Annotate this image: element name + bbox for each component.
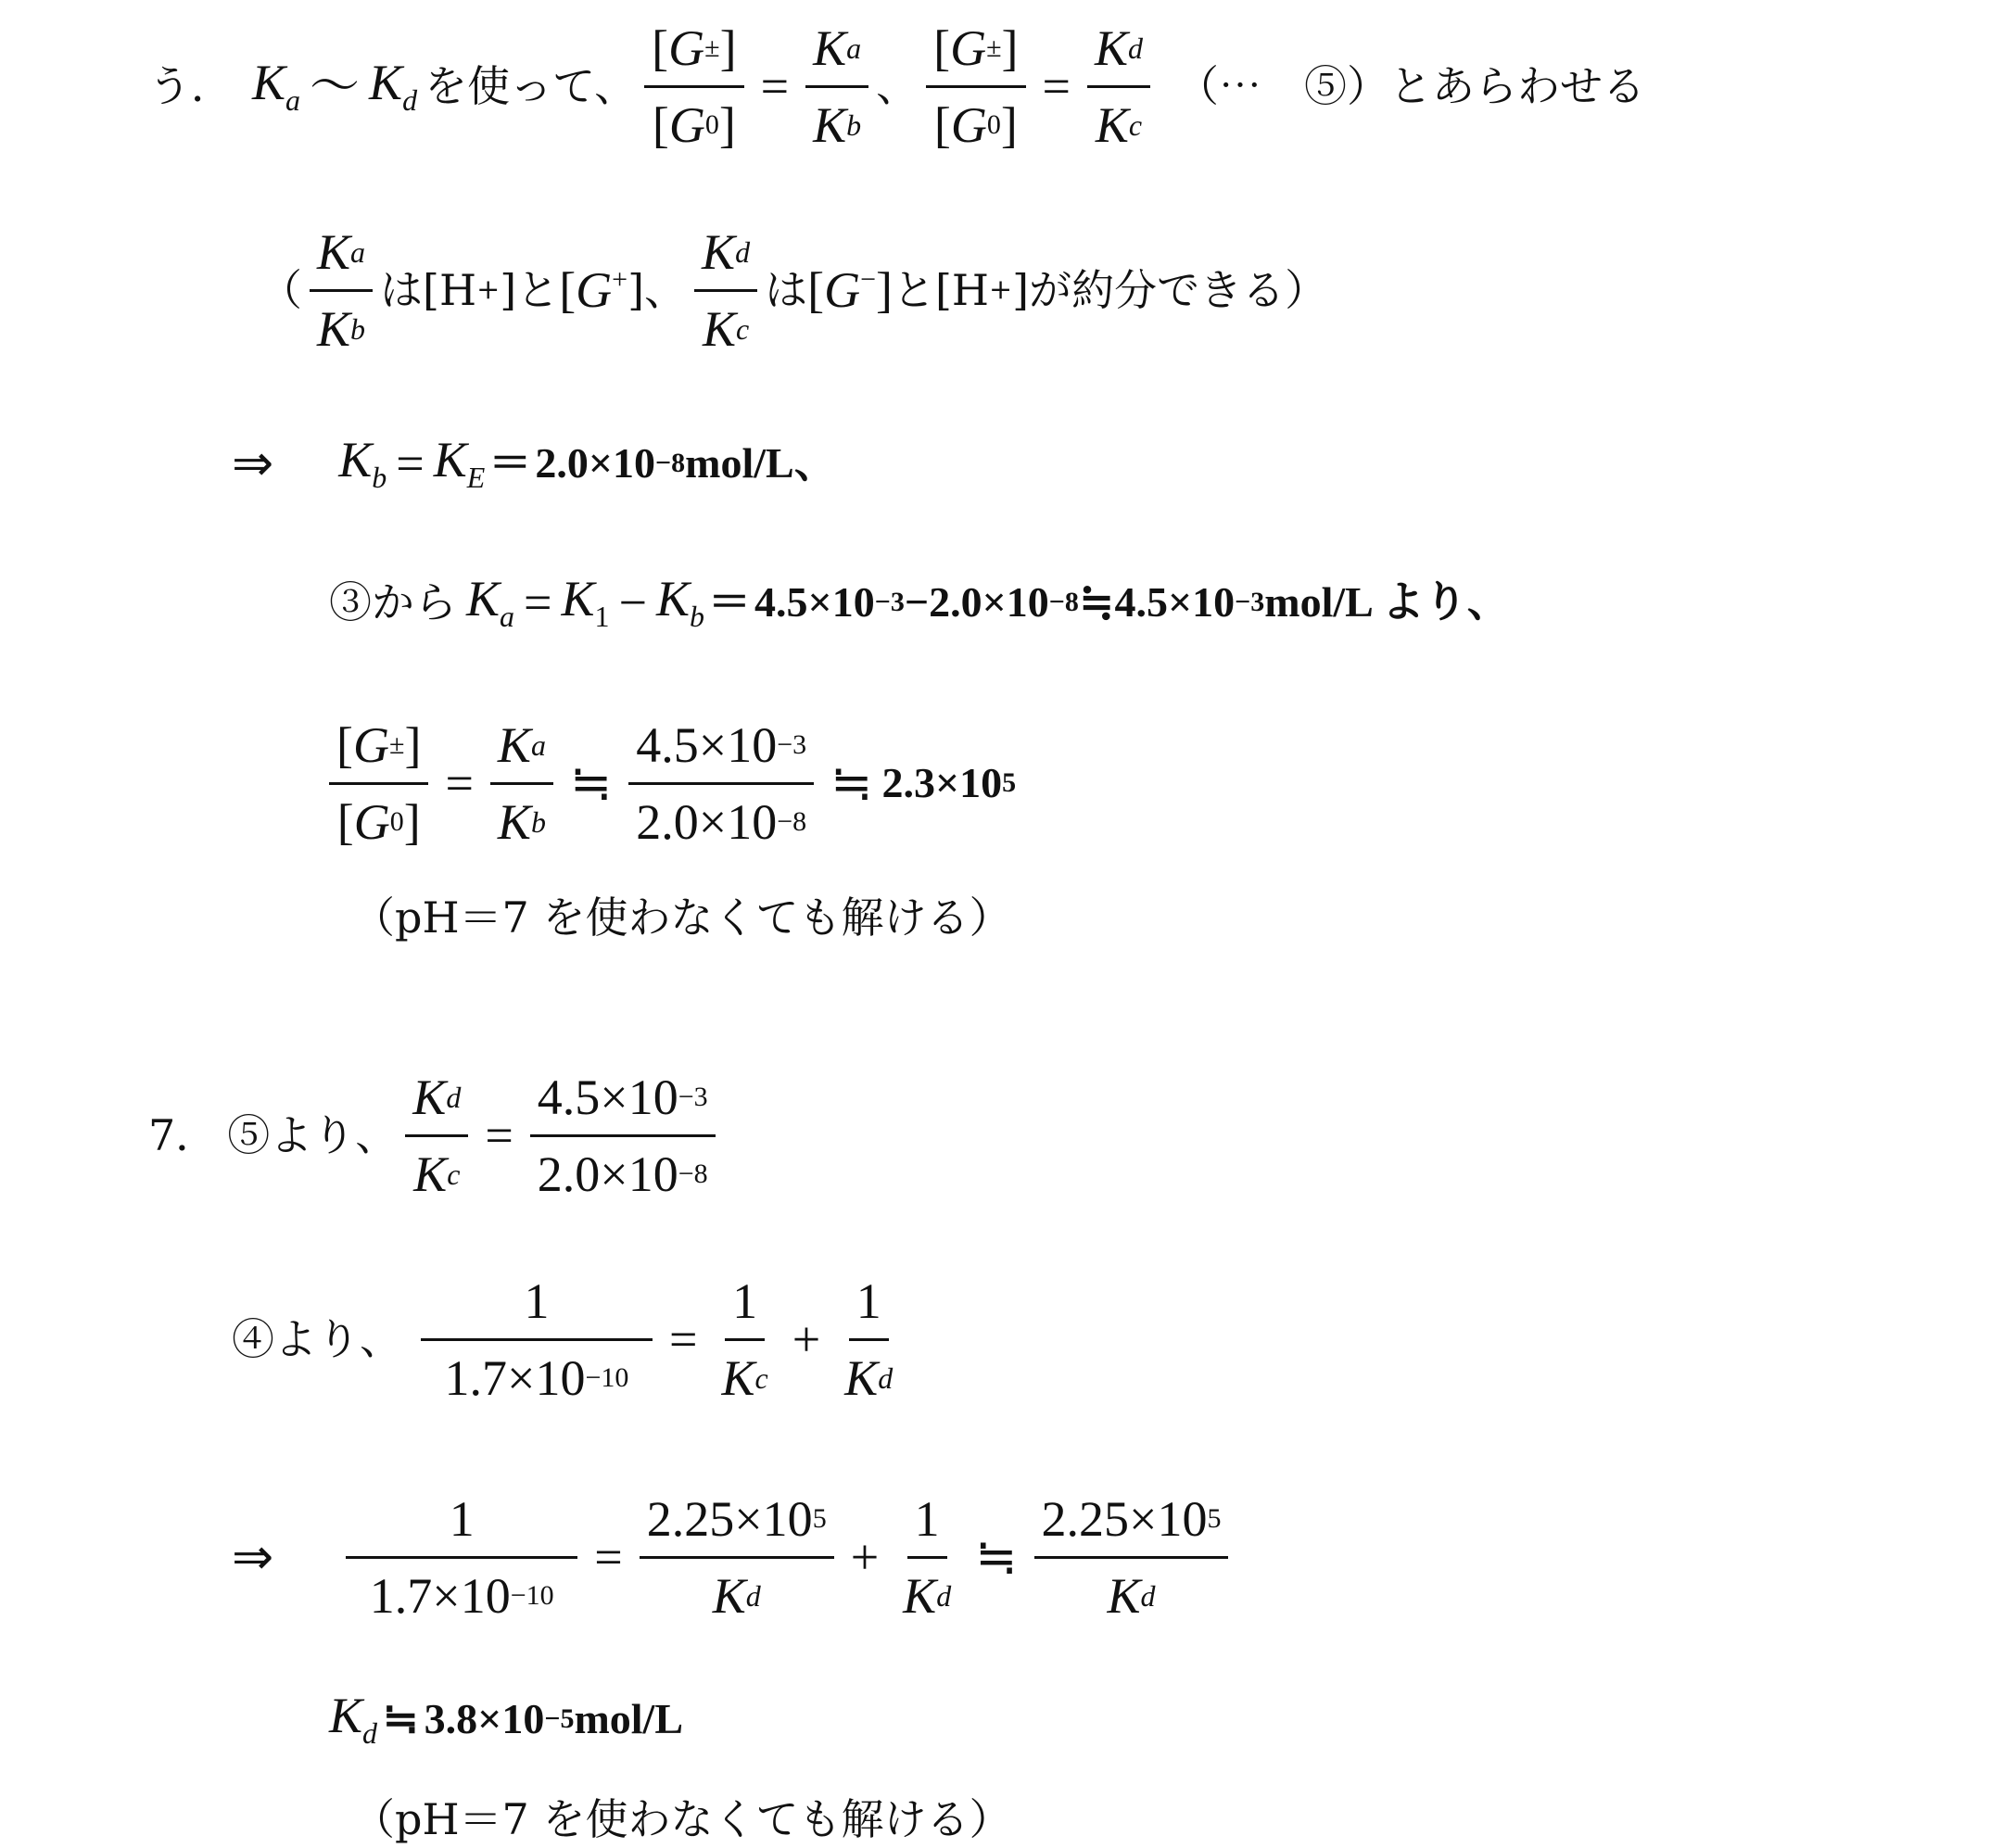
exp: −3 (1235, 587, 1265, 617)
fraction-g-ratio: [ G ± ] [ G 0 ] (329, 708, 428, 859)
exp: −8 (655, 448, 686, 478)
result-value: 2.3×10 (881, 759, 1003, 806)
equals: = (485, 1108, 513, 1163)
from-5: ⑤より、 (227, 1110, 399, 1160)
equals: = (669, 1311, 698, 1367)
question-label-u: う． (148, 61, 234, 111)
tilde: 〜 (310, 58, 361, 114)
value: 4.5×10 (754, 578, 875, 626)
fraction-one-kd: 1 K d (895, 1482, 958, 1633)
fraction-one-over: 1 1.7×10 −10 (421, 1264, 653, 1415)
line-q7-start (148, 1057, 723, 1214)
equals: = (445, 755, 474, 811)
equals: = (396, 436, 425, 491)
unit: mol/L (574, 1695, 684, 1742)
note-text: ]と (500, 265, 560, 315)
from-4: ④より、 (232, 1314, 402, 1364)
note-text: は[H (380, 265, 477, 315)
note-text: ]が約分できる） (1012, 265, 1328, 315)
fraction-one-kd: 1 K d (837, 1264, 900, 1415)
exp: −3 (874, 587, 905, 617)
line-u-definition (148, 17, 1645, 156)
equals: = (760, 58, 790, 114)
fraction-225-kd: 2.25×10 5 K d (1034, 1482, 1229, 1633)
equals: = (1042, 58, 1071, 114)
paren-open: （ (260, 265, 302, 315)
fraction-one-over: 1 1.7×10 −10 (346, 1482, 577, 1633)
value-kb: 2.0×10 (535, 439, 656, 487)
approx: ≒ (830, 755, 873, 811)
fraction-numeric: 4.5×10 −3 2.0×10 −8 (530, 1060, 716, 1211)
var-k: $K_b$ (656, 571, 705, 633)
fraction-ka-kb: K a K b (490, 708, 553, 859)
line-substitution (232, 1478, 1236, 1636)
var-k: $K_d$ (329, 1688, 378, 1750)
line-cancel-note (260, 221, 1327, 360)
fraction-kd-kc: K d K c (1087, 11, 1150, 162)
unit: mol/L、 (685, 439, 837, 487)
approx: ≒ (383, 1695, 419, 1742)
approx: ≒ (975, 1529, 1018, 1585)
reference-5-text: （⋯ ⑤）とあらわせる (1176, 61, 1646, 111)
note-text: と[H (892, 265, 990, 315)
value: 4.5×10 (1114, 578, 1236, 626)
equals: = (594, 1529, 623, 1585)
approx: ≒ (1078, 578, 1115, 626)
exp: −8 (1048, 587, 1079, 617)
note-text: は (765, 265, 808, 315)
ph-note: （pH＝7 を使わなくても解ける） (352, 892, 1012, 943)
equals: ＝ (488, 439, 532, 487)
ph-note: （pH＝7 を使わなくても解ける） (352, 1793, 1012, 1844)
from-3: ③から (329, 577, 457, 627)
fraction-g-ratio: [ G ± ] [ G 0 ] (926, 11, 1025, 162)
exp: −5 (544, 1703, 575, 1734)
question-label-7: 7． (148, 1110, 219, 1160)
fraction-numeric: 4.5×10 −3 2.0×10 −8 (628, 708, 814, 859)
fraction-one-kc: 1 K c (714, 1264, 775, 1415)
fraction-kd-kc: K d K c (694, 215, 757, 366)
fraction-225-kd: 2.25×10 5 K d (640, 1482, 834, 1633)
equals: ＝ (708, 578, 752, 626)
line-ratio-result (329, 704, 1016, 862)
sup-plus: + (476, 273, 501, 306)
text-using: を使って、 (425, 61, 638, 111)
exp: 5 (1002, 767, 1017, 798)
var-k: $K_E$ (433, 432, 486, 494)
g-plus-term: [G+ (559, 262, 628, 318)
fraction-g-ratio: [ G ± ] [ G 0 ] (644, 11, 743, 162)
var-k: $K_1$ (561, 571, 610, 633)
line-ka-value (329, 565, 1510, 639)
fraction-kd-kc: K d K c (405, 1060, 468, 1211)
comma: 、 (876, 61, 919, 111)
approx: ≒ (569, 755, 613, 811)
var-k: $K_a$ (252, 55, 301, 117)
line-kd-result (329, 1682, 683, 1756)
var-k: $K_a$ (466, 571, 515, 633)
fraction-ka-kb: K a K b (310, 215, 373, 366)
line-from-4 (232, 1260, 907, 1418)
g-minus-term: [G−] (807, 262, 893, 318)
value-kd: 3.8×10 (424, 1695, 545, 1742)
line-ph-note-1 (352, 890, 1011, 945)
var-k: $K_d$ (369, 55, 418, 117)
note-text: ]、 (627, 265, 688, 315)
equals: = (524, 575, 552, 630)
var-k: $K_b$ (338, 432, 387, 494)
line-ph-note-2 (352, 1793, 1011, 1844)
implies-arrow: ⇒ (232, 436, 274, 491)
minus: − (618, 575, 647, 630)
unit-then: mol/L より、 (1264, 578, 1510, 626)
minus: − (904, 578, 930, 626)
fraction-ka-kb: K a K b (805, 11, 868, 162)
implies-arrow: ⇒ (232, 1529, 274, 1585)
plus: + (850, 1529, 880, 1585)
value: 2.0×10 (929, 578, 1049, 626)
plus: + (792, 1311, 821, 1367)
sup-plus: + (989, 273, 1013, 306)
line-kb-value (232, 426, 837, 500)
